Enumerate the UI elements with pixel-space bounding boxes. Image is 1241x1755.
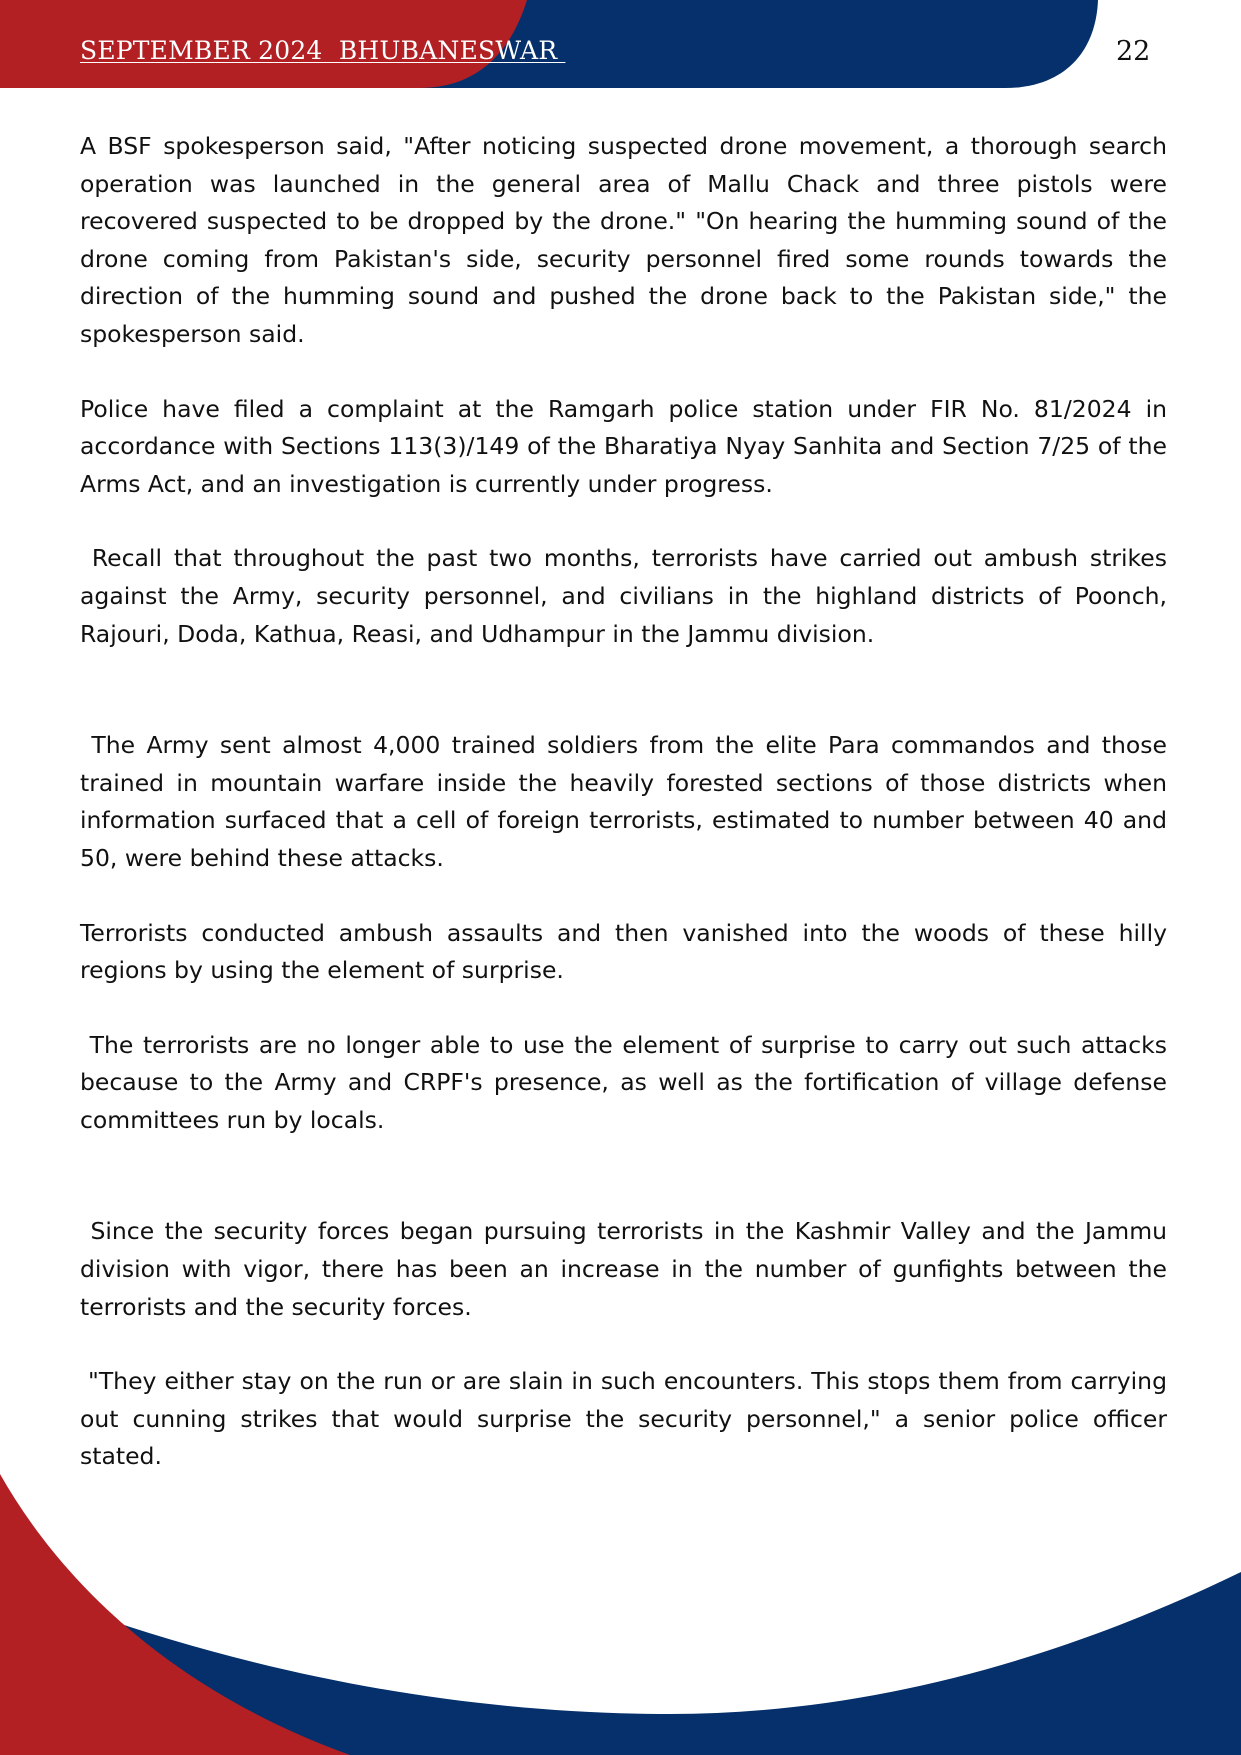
- article-body: [80, 128, 1175, 1476]
- page-number: 22: [1116, 36, 1151, 67]
- paragraph: A BSF spokesperson said, "After noticing suspected drone movement, a thorough search operation was launched in the general area of Mallu Chack and three pistols were recovered suspected to be dropped by the drone." "On hearing the humming sound of the drone coming from Pakistan's side, security personnel fired some rounds towards the direction of the humming sound and pushed the drone back to the Pakistan side," the spokesperson said.: [80, 132, 1175, 348]
- paragraph: The Army sent almost 4,000 trained soldiers from the elite Para commandos and those trained in mountain warfare inside the heavily forested sections of those districts when information surfaced that a cell of foreign terrorists, estimated to number between 40 and 50, were behind these attacks.: [80, 731, 1175, 872]
- paragraph: Recall that throughout the past two months, terrorists have carried out ambush strikes against the Army, security personnel, and civilians in the highland districts of Poonch, Rajouri, Doda, Kathua, Reasi, and Udhampur in the Jammu division.: [80, 544, 1175, 648]
- paragraph: "They either stay on the run or are slain in such encounters. This stops them from carrying out cunning strikes that would surprise the security personnel," a senior police officer stated.: [80, 1367, 1175, 1471]
- paragraph: The terrorists are no longer able to use the element of surprise to carry out such attacks because to the Army and CRPF's presence, as well as the fortification of village defense committees run by locals.: [80, 1030, 1175, 1134]
- paragraph: Terrorists conducted ambush assaults and then vanished into the woods of these hilly regions by using the element of surprise.: [80, 918, 1175, 985]
- header-title: SEPTEMBER 2024 BHUBANESWAR: [80, 36, 566, 65]
- paragraph: Since the security forces began pursuing terrorists in the Kashmir Valley and the Jammu division with vigor, there has been an increase in the number of gunfights between the terrorists and the security forces.: [80, 1217, 1175, 1321]
- paragraph: Police have filed a complaint at the Ramgarh police station under FIR No. 81/2024 in accordance with Sections 113(3)/149 of the Bharatiya Nyay Sanhita and Section 7/25 of the Arms Act, and an investigation is currently under progress.: [80, 394, 1175, 498]
- footer-swoosh: [0, 1460, 1241, 1755]
